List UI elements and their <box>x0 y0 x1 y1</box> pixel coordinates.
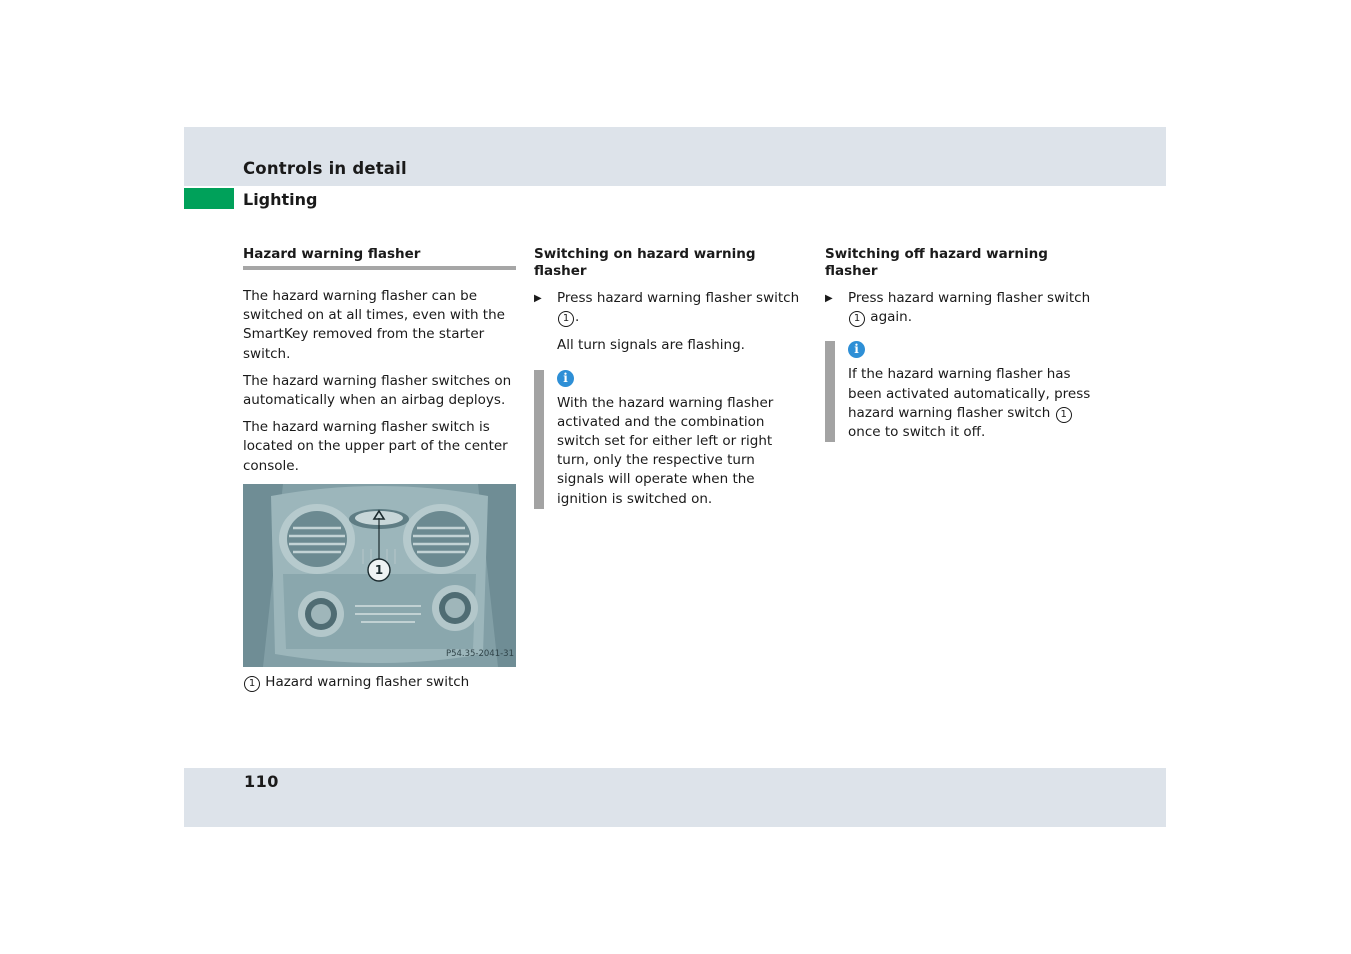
figure-code: P54.35-2041-31 <box>445 648 514 659</box>
figure-caption <box>243 673 516 692</box>
footer-band <box>184 768 1166 827</box>
info-bar <box>825 341 835 442</box>
info-bar <box>534 370 544 509</box>
paragraph: The hazard warning flasher switch is located on the upper part of the center console. <box>243 419 508 474</box>
info-icon: i <box>848 341 865 358</box>
column-hazard-warning-flasher <box>243 246 516 692</box>
subsection-title: Lighting <box>243 190 318 209</box>
circled-number: 1 <box>1056 407 1072 423</box>
info-note <box>534 370 806 509</box>
column-heading: Switching off hazard warning flasher <box>825 246 1048 279</box>
caption-text: Hazard warning flasher switch <box>265 673 470 690</box>
page-number: 110 <box>244 772 279 791</box>
step-text: Press hazard warning flasher switch <box>557 290 800 306</box>
step-end: . <box>575 309 580 326</box>
instruction-step <box>534 289 806 327</box>
step-result: All turn signals are flashing. <box>557 337 745 354</box>
callout-number: 1 <box>374 562 384 577</box>
info-icon: i <box>557 370 574 387</box>
circled-number: 1 <box>244 676 260 692</box>
section-marker-tab <box>184 188 234 209</box>
info-text-before: If the hazard warning flasher has been activated automatically, press hazard warning flasher switch <box>848 366 1091 421</box>
info-text-after: once to switch it off. <box>848 424 986 441</box>
center-console-illustration <box>243 484 516 667</box>
bullet-triangle-icon: ▶ <box>825 293 833 304</box>
info-text <box>848 365 1101 442</box>
step-text: Press hazard warning flasher switch <box>848 290 1091 306</box>
paragraph: The hazard warning flasher can be switched on at all times, even with the SmartKey removed from the starter switch. <box>243 288 505 362</box>
info-note <box>825 341 1101 442</box>
heading-rule <box>243 266 516 270</box>
column-heading: Switching on hazard warning flasher <box>534 246 756 279</box>
info-text: With the hazard warning flasher activated and the combination switch set for either left or right turn, only the respective turn signals will operate when the ignition is switched on. <box>557 394 774 507</box>
column-switching-on <box>534 246 806 509</box>
column-heading: Hazard warning flasher <box>243 246 421 262</box>
bullet-triangle-icon: ▶ <box>534 293 542 304</box>
circled-number: 1 <box>849 311 865 327</box>
step-end: again. <box>870 309 913 326</box>
instruction-step <box>825 289 1101 327</box>
column-switching-off <box>825 246 1101 442</box>
section-title: Controls in detail <box>243 159 407 178</box>
paragraph: The hazard warning flasher switches on automatically when an airbag deploys. <box>243 372 512 409</box>
circled-number: 1 <box>558 311 574 327</box>
